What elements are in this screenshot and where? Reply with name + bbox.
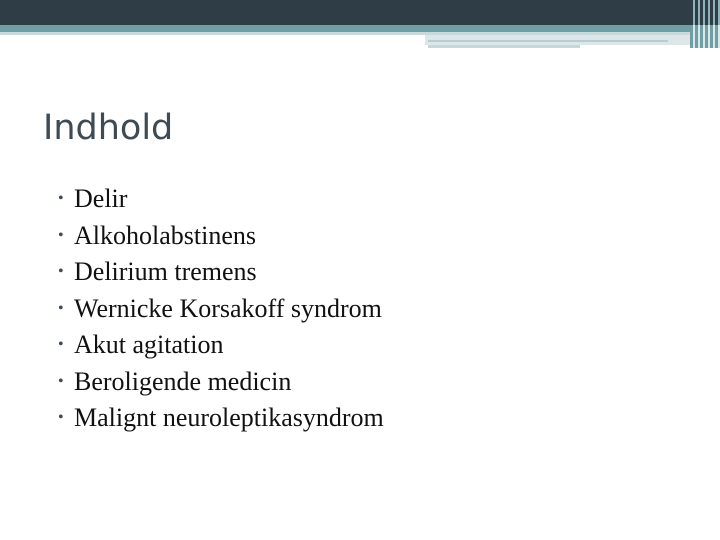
bullet-item [58,218,384,255]
bullet-dot-icon: • [58,263,64,280]
corner-stripes-lower [690,25,720,48]
bullet-dot-icon: • [58,372,64,390]
bullet-dot-icon: • [58,336,64,353]
bullet-text: Malignt neuroleptikasyndrom [74,403,384,432]
bullet-text: Delir [74,184,128,213]
bullet-text: Akut agitation [74,330,224,359]
slide-title: Indhold [43,108,174,148]
bullet-list [58,181,384,437]
bullet-dot-icon: • [58,409,64,426]
bullet-dot-icon: • [58,226,64,244]
bullet-dot-icon: • [58,190,64,207]
bullet-text: Alkoholabstinens [74,220,256,250]
header-tab-line [428,40,668,42]
bullet-item [58,254,384,291]
bullet-dot-icon: • [58,299,64,317]
bullet-text: Beroligende medicin [74,366,292,396]
bullet-item [58,364,384,401]
header-band-accent [0,25,720,32]
bullet-text: Wernicke Korsakoff syndrom [74,293,382,323]
header-tab-line-short [428,45,580,48]
bullet-item [58,291,384,328]
bullet-item [58,327,384,364]
bullet-item [58,181,384,218]
bullet-item [58,400,384,437]
header-band [0,0,720,25]
bullet-text: Delirium tremens [74,257,257,286]
